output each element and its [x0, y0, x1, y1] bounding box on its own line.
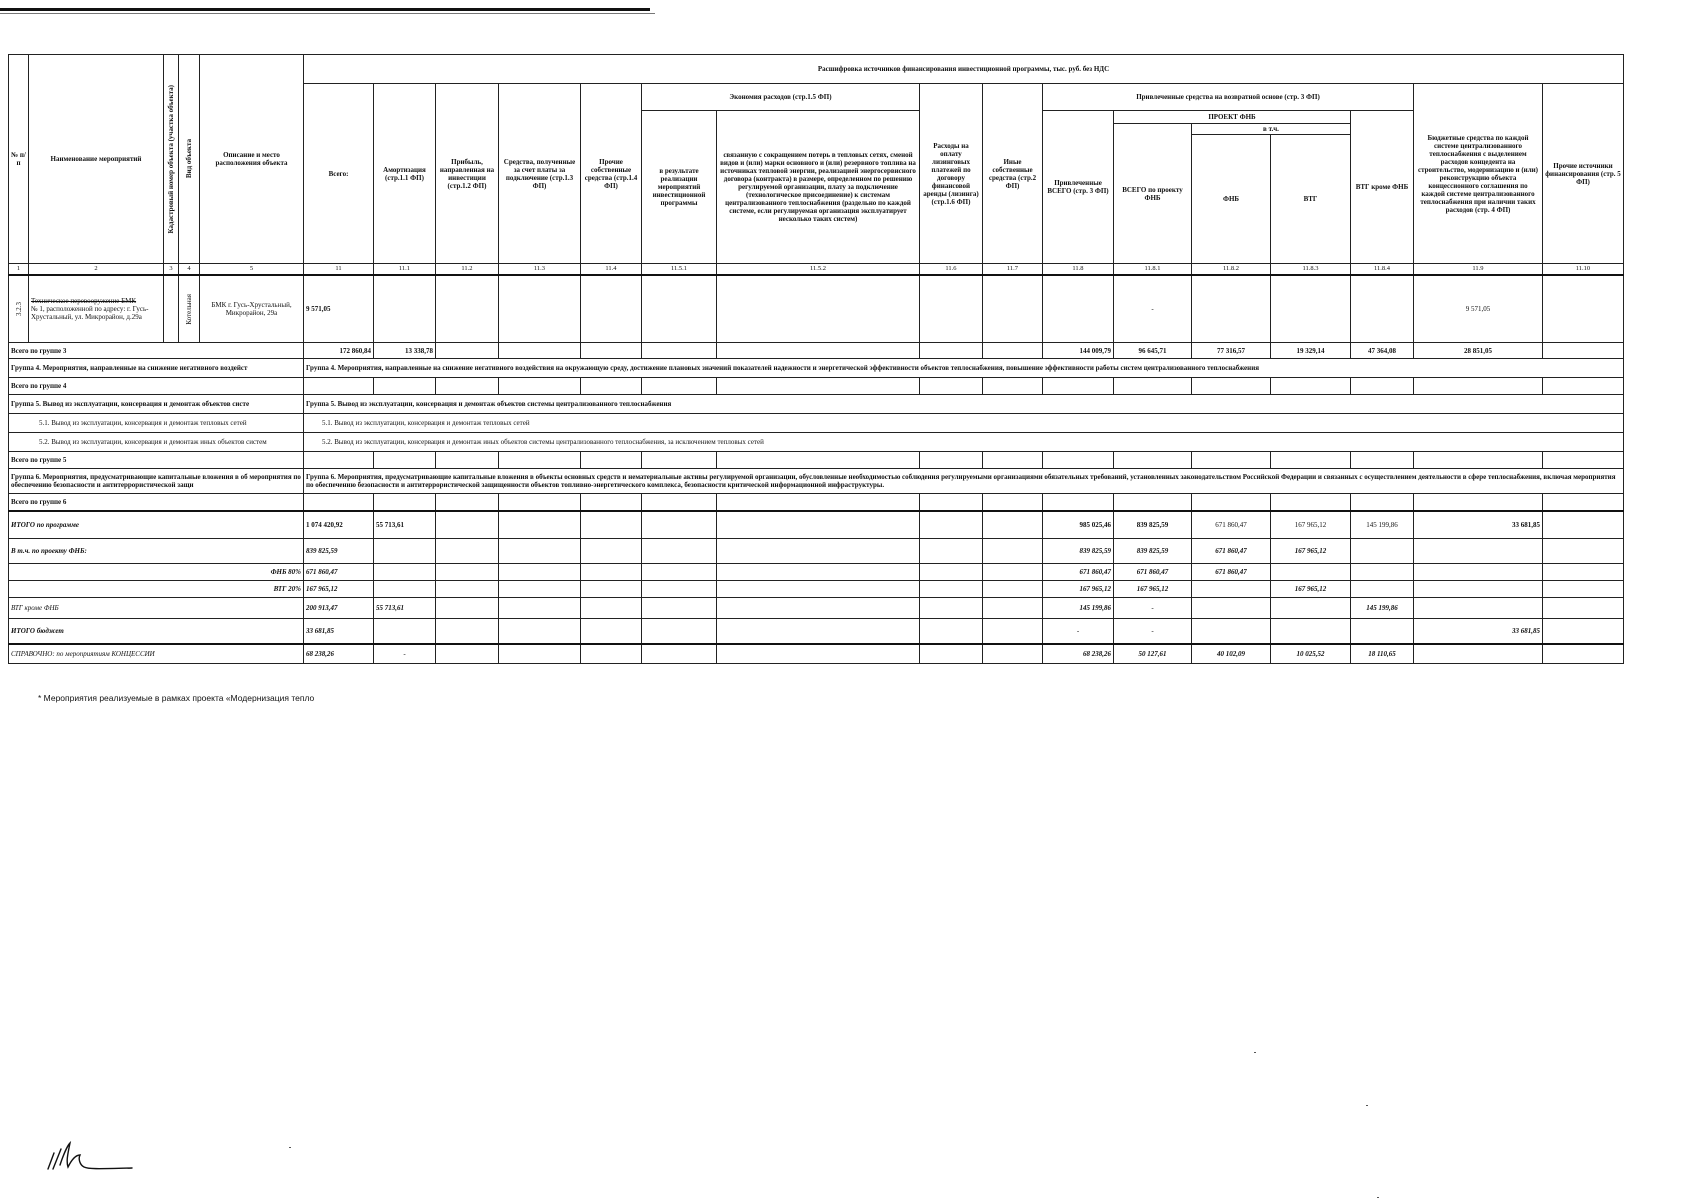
total-g3-amort: 13 338,78	[374, 343, 436, 359]
col-num: 11.1	[374, 264, 436, 276]
col-borrowed-total: Привлеченные ВСЕГО (стр. 3 ФП)	[1043, 111, 1114, 264]
reference-fnb: 40 102,09	[1192, 644, 1271, 664]
total-g6-label: Всего по группе 6	[9, 494, 304, 512]
col-type	[179, 55, 200, 264]
fnb-project-title: ПРОЕКТ ФНБ	[1114, 111, 1351, 124]
item-type	[179, 275, 200, 343]
total-g3-fnb: 77 316,57	[1192, 343, 1271, 359]
total-g3-vtg-except: 47 364,08	[1351, 343, 1414, 359]
g6-title-short: Группа 6. Мероприятия, предусматривающие капитальные вложения в об мероприятия по обеспечению безопасности и антитеррористической защи	[9, 469, 304, 494]
incl-fnb-fnb: 671 860,47	[1192, 539, 1271, 564]
reference-borrowed: 68 238,26	[1043, 644, 1114, 664]
grand-total-vtg: 167 965,12	[1271, 511, 1351, 539]
item-desc: БМК г. Гусь-Хрустальный, Микрорайон, 29а	[200, 275, 304, 343]
table-row-total-g6	[9, 494, 1624, 512]
grand-total-label: ИТОГО по программе	[9, 511, 304, 539]
col-num: 11.8.3	[1271, 264, 1351, 276]
budget-total-fnb-total: -	[1114, 619, 1192, 645]
table-row-budget-total	[9, 619, 1624, 645]
vtg20-borrowed: 167 965,12	[1043, 581, 1114, 598]
incl-fnb-vtg: 167 965,12	[1271, 539, 1351, 564]
col-num: 11.9	[1414, 264, 1543, 276]
scan-speck	[1377, 1197, 1379, 1198]
table-row-grand-total	[9, 511, 1624, 539]
fnb80-fnb-total: 671 860,47	[1114, 564, 1192, 581]
total-g3-fnb-total: 96 645,71	[1114, 343, 1192, 359]
table-row-vtg-except	[9, 598, 1624, 619]
fnb-incl: в т.ч.	[1192, 124, 1351, 135]
item-fnb-total: -	[1114, 275, 1192, 343]
col-fnb-total: ВСЕГО по проекту ФНБ	[1114, 124, 1192, 264]
col-cadastral-label: Кадастровый номер объекта (участка объекта)	[167, 84, 175, 234]
table-row-fnb80	[9, 564, 1624, 581]
col-desc: Описание и место расположения объекта	[200, 55, 304, 264]
vtg20-vtg: 167 965,12	[1271, 581, 1351, 598]
footnote: * Мероприятия реализуемые в рамках проекта «Модернизация тепло	[38, 693, 315, 703]
col-num: 11.4	[581, 264, 642, 276]
total-g3-label: Всего по группе 3	[9, 343, 304, 359]
budget-total-label: ИТОГО бюджет	[9, 619, 304, 645]
grand-total-amort: 55 713,61	[374, 511, 436, 539]
grand-total-borrowed: 985 025,46	[1043, 511, 1114, 539]
col-num: 11.5.2	[717, 264, 920, 276]
table-row-group4	[9, 359, 1624, 378]
col-no: № п/п	[9, 55, 29, 264]
col-num: 11.3	[499, 264, 581, 276]
scan-speck	[1254, 1052, 1256, 1053]
vtg-except-fnb-total: -	[1114, 598, 1192, 619]
scan-speck	[289, 1147, 291, 1148]
reference-total: 68 238,26	[304, 644, 374, 664]
col-num: 11.5.1	[642, 264, 717, 276]
total-g4-label: Всего по группе 4	[9, 378, 304, 395]
col-num: 5	[200, 264, 304, 276]
g5-title-short: Группа 5. Вывод из эксплуатации, консервация и демонтаж объектов систе	[9, 395, 304, 414]
fnb80-fnb: 671 860,47	[1192, 564, 1271, 581]
col-vtg-except: ВТГ кроме ФНБ	[1351, 111, 1414, 264]
col-connect: Средства, полученные за счет платы за подключение (стр.1.3 ФП)	[499, 84, 581, 264]
col-num: 2	[29, 264, 164, 276]
g52-short: 5.2. Вывод из эксплуатации, консервация и демонтаж иных объектов систем	[9, 433, 304, 452]
grand-total-fnb: 671 860,47	[1192, 511, 1271, 539]
total-g3-budget: 28 851,05	[1414, 343, 1543, 359]
vtg20-total: 167 965,12	[304, 581, 374, 598]
col-leasing: Расходы на оплату лизинговых платежей по договору финансовой аренды (лизинга) (стр.1.6 ФП)	[920, 84, 983, 264]
top-rule-thin	[0, 13, 655, 14]
table-row-total-g5	[9, 452, 1624, 469]
col-num: 3	[164, 264, 179, 276]
total-g5-label: Всего по группе 5	[9, 452, 304, 469]
reference-vtg: 10 025,52	[1271, 644, 1351, 664]
col-num: 1	[9, 264, 29, 276]
col-num: 11.10	[1543, 264, 1624, 276]
vtg-except-vtg-except: 145 199,86	[1351, 598, 1414, 619]
g51-title: 5.1. Вывод из эксплуатации, консервация и демонтаж тепловых сетей	[304, 414, 1624, 433]
col-other-own2: Иные собственные средства (стр.2 ФП)	[983, 84, 1043, 264]
grand-total-fnb-total: 839 825,59	[1114, 511, 1192, 539]
incl-fnb-label: В т.ч. по проекту ФНБ:	[9, 539, 304, 564]
item-no-text: 3.2.3	[14, 302, 23, 316]
table-row-g52	[9, 433, 1624, 452]
table-row-total-g3	[9, 343, 1624, 359]
col-num: 11.8.1	[1114, 264, 1192, 276]
g4-title: Группа 4. Мероприятия, направленные на снижение негативного воздействия на окружающую среду, достижение плановых значений показателей надежности и энергетической эффективности объектов теплоснабжения, повышение эффективности работы систем централизованного теплоснабжения	[304, 359, 1624, 378]
item-name-struck: Техническое перевооружение БМК	[31, 297, 137, 305]
vtg-except-total: 200 913,47	[304, 598, 374, 619]
vtg-except-amort: 55 713,61	[374, 598, 436, 619]
col-amort: Амортизация (стр.1.1 ФП)	[374, 84, 436, 264]
table-row-group6	[9, 469, 1624, 494]
reference-label: СПРАВОЧНО: по мероприятиям КОНЦЕССИИ	[9, 644, 304, 664]
borrowed-title: Привлеченные средства на возвратной основе (стр. 3 ФП)	[1043, 84, 1414, 111]
col-num: 11.6	[920, 264, 983, 276]
col-num: 4	[179, 264, 200, 276]
reference-vtg-except: 18 110,65	[1351, 644, 1414, 664]
total-g3-borrowed: 144 009,79	[1043, 343, 1114, 359]
budget-total-total: 33 681,85	[304, 619, 374, 645]
table-row-reference	[9, 644, 1624, 664]
col-budget: Бюджетные средства по каждой системе централизованного теплоснабжения с выделением расходов концедента на строительство, модернизацию и (или) реконструкцию объекта концессионного соглашения по каждой системе централизованного теплоснабжения при наличии таких расходов (стр. 4 ФП)	[1414, 84, 1543, 264]
table-row-group5	[9, 395, 1624, 414]
item-total: 9 571,05	[304, 275, 374, 343]
table-row-incl-fnb	[9, 539, 1624, 564]
col-num: 11.7	[983, 264, 1043, 276]
incl-fnb-borrowed: 839 825,59	[1043, 539, 1114, 564]
g6-title: Группа 6. Мероприятия, предусматривающие капитальные вложения в объекты основных средств и нематериальные активы регулируемой организации, обусловленные необходимостью соблюдения регулируемыми организациями обязательных требований, установленных законодательством Российской Федерации и связанных с осуществлением деятельности в сфере теплоснабжения, включая мероприятия по обеспечению безопасности и антитеррористической защищенности объектов топливно-энергетического комплекса, безопасности критической информационной инфраструктуры.	[304, 469, 1624, 494]
col-economy-1: в результате реализации мероприятий инвестиционной программы	[642, 111, 717, 264]
col-num: 11	[304, 264, 374, 276]
col-num: 11.8.2	[1192, 264, 1271, 276]
budget-total-borrowed: -	[1043, 619, 1114, 645]
total-g3-vtg: 19 329,14	[1271, 343, 1351, 359]
g52-title: 5.2. Вывод из эксплуатации, консервация и демонтаж иных объектов системы централизованного теплоснабжения, за исключением тепловых сетей	[304, 433, 1624, 452]
col-num: 11.2	[436, 264, 499, 276]
grand-total-total: 1 074 420,92	[304, 511, 374, 539]
budget-total-budget: 33 681,85	[1414, 619, 1543, 645]
col-num: 11.8	[1043, 264, 1114, 276]
incl-fnb-total: 839 825,59	[304, 539, 374, 564]
vtg-except-label: ВТГ кроме ФНБ	[9, 598, 304, 619]
vtg20-fnb-total: 167 965,12	[1114, 581, 1192, 598]
financing-table-wrap	[8, 54, 1624, 664]
item-type-text: Котельная	[185, 293, 193, 325]
table-row-total-g4	[9, 378, 1624, 395]
g4-title-short: Группа 4. Мероприятия, направленные на снижение негативного воздейст	[9, 359, 304, 378]
table-row-g51	[9, 414, 1624, 433]
financing-table	[8, 54, 1624, 664]
col-economy-2: связанную с сокращением потерь в тепловых сетях, сменой видов и (или) марки основного и (или) резервного топлива на источниках тепловой энергии, реализацией энергосервисного договора (контракта) в размере, определенном по решению регулируемой организации, плату за подключение (технологическое присоединение) к системам централизованного теплоснабжения (раздельно по каждой системе, если регулируемая организация эксплуатирует несколько таких систем)	[717, 111, 920, 264]
g51-short: 5.1. Вывод из эксплуатации, консервация и демонтаж тепловых сетей	[9, 414, 304, 433]
table-row-vtg20	[9, 581, 1624, 598]
g5-title: Группа 5. Вывод из эксплуатации, консервация и демонтаж объектов системы централизованного теплоснабжения	[304, 395, 1624, 414]
item-name	[29, 275, 164, 343]
item-no	[9, 275, 29, 343]
fnb80-total: 671 860,47	[304, 564, 374, 581]
col-num: 11.8.4	[1351, 264, 1414, 276]
economy-title: Экономия расходов (стр.1.5 ФП)	[642, 84, 920, 111]
signature-icon	[44, 1135, 134, 1175]
top-rule	[0, 8, 650, 11]
grand-total-vtg-except: 145 199,86	[1351, 511, 1414, 539]
col-type-label: Вид объекта	[185, 139, 193, 179]
col-total: Всего:	[304, 84, 374, 264]
table-row-item-323	[9, 275, 1624, 343]
col-cadastral	[164, 55, 179, 264]
grand-total-budget: 33 681,85	[1414, 511, 1543, 539]
reference-fnb-total: 50 127,61	[1114, 644, 1192, 664]
scan-speck	[1366, 1105, 1368, 1106]
col-other-sources: Прочие источники финансирования (стр. 5 ФП)	[1543, 84, 1624, 264]
fnb80-borrowed: 671 860,47	[1043, 564, 1114, 581]
total-g3-total: 172 860,84	[304, 343, 374, 359]
col-name: Наименование мероприятий	[29, 55, 164, 264]
column-numbers-row	[9, 264, 1624, 276]
item-name-text: № 1, расположенной по адресу: г. Гусь-Хрустальный, ул. Микрорайон, д.29а	[31, 305, 149, 321]
col-profit: Прибыль, направленная на инвестиции (стр.1.2 ФП)	[436, 84, 499, 264]
item-budget: 9 571,05	[1414, 275, 1543, 343]
fnb80-label: ФНБ 80%	[9, 564, 304, 581]
col-other-own: Прочие собственные средства (стр.1.4 ФП)	[581, 84, 642, 264]
col-fnb: ФНБ	[1192, 135, 1271, 264]
vtg-except-borrowed: 145 199,86	[1043, 598, 1114, 619]
col-vtg: ВТГ	[1271, 135, 1351, 264]
incl-fnb-fnb-total: 839 825,59	[1114, 539, 1192, 564]
sources-title: Расшифровка источников финансирования инвестиционной программы, тыс. руб. без НДС	[304, 55, 1624, 84]
reference-amort: -	[374, 644, 436, 664]
vtg20-label: ВТГ 20%	[9, 581, 304, 598]
